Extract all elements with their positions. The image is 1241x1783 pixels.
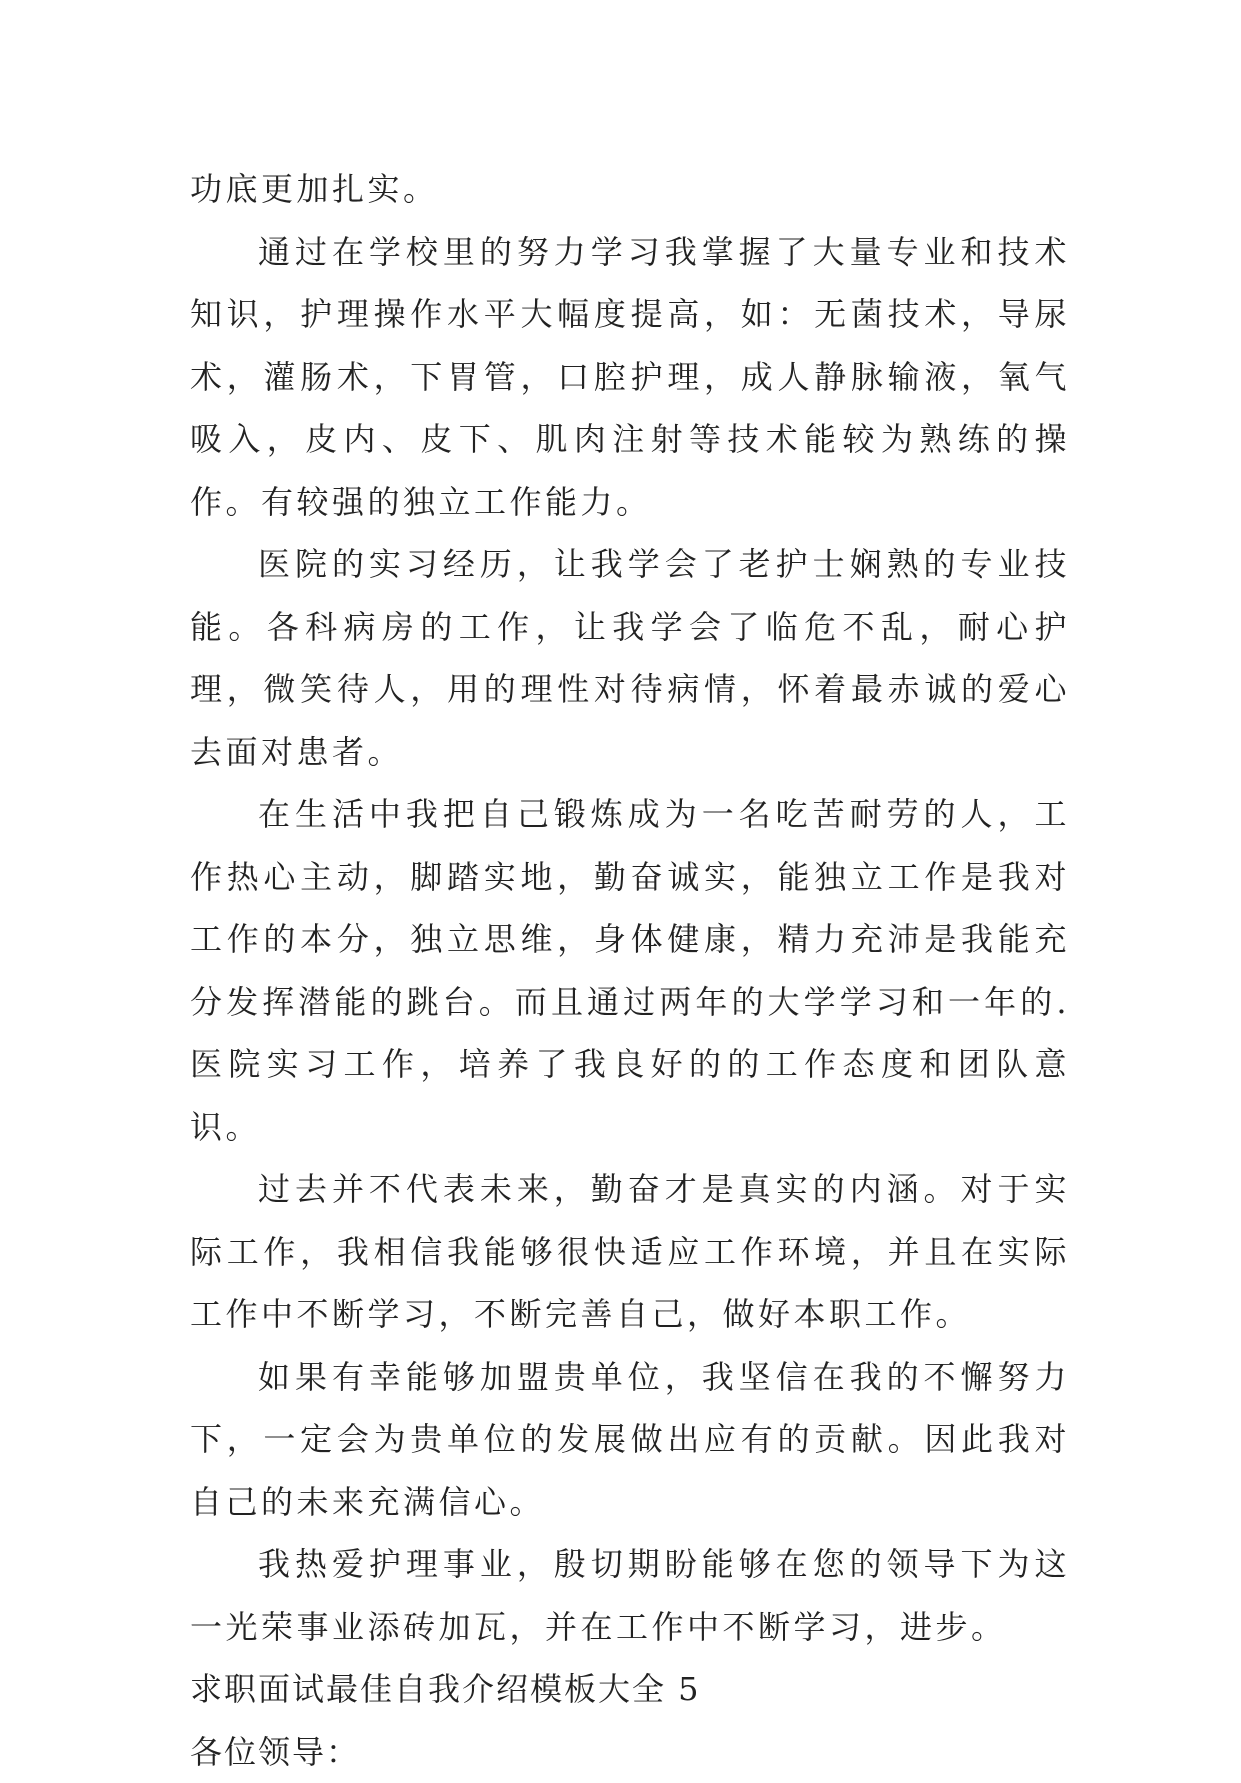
paragraph-hospital-internship: 医院的实习经历，让我学会了老护士娴熟的专业技能。各科病房的工作，让我学会了临危不乱，耐心护理，微笑待人，用的理性对待病情，怀着最赤诚的爱心去面对患者。	[190, 533, 1070, 783]
salutation: 各位领导：	[190, 1721, 1070, 1783]
paragraph-nursing-career: 我热爱护理事业，殷切期盼能够在您的领导下为这一光荣事业添砖加瓦，并在工作中不断学习，进步。	[190, 1533, 1070, 1658]
paragraph-personal-qualities: 在生活中我把自己锻炼成为一名吃苦耐劳的人，工作热心主动，脚踏实地，勤奋诚实，能独立工作是我对工作的本分，独立思维，身体健康，精力充沛是我能充分发挥潜能的跳台。而且通过两年的大学学习和一年的.医院实习工作，培养了我良好的的工作态度和团队意识。	[190, 783, 1070, 1158]
section-title: 求职面试最佳自我介绍模板大全 5	[190, 1658, 1070, 1721]
paragraph-continuation: 功底更加扎实。	[190, 158, 1070, 221]
paragraph-skills: 通过在学校里的努力学习我掌握了大量专业和技术知识，护理操作水平大幅度提高，如：无菌技术，导尿术，灌肠术，下胃管，口腔护理，成人静脉输液，氧气吸入，皮内、皮下、肌肉注射等技术能较为熟练的操作。有较强的独立工作能力。	[190, 221, 1070, 534]
paragraph-join-unit: 如果有幸能够加盟贵单位，我坚信在我的不懈努力下，一定会为贵单位的发展做出应有的贡献。因此我对自己的未来充满信心。	[190, 1346, 1070, 1534]
document-body	[190, 158, 1070, 1783]
paragraph-future: 过去并不代表未来，勤奋才是真实的内涵。对于实际工作，我相信我能够很快适应工作环境，并且在实际工作中不断学习，不断完善自己，做好本职工作。	[190, 1158, 1070, 1346]
